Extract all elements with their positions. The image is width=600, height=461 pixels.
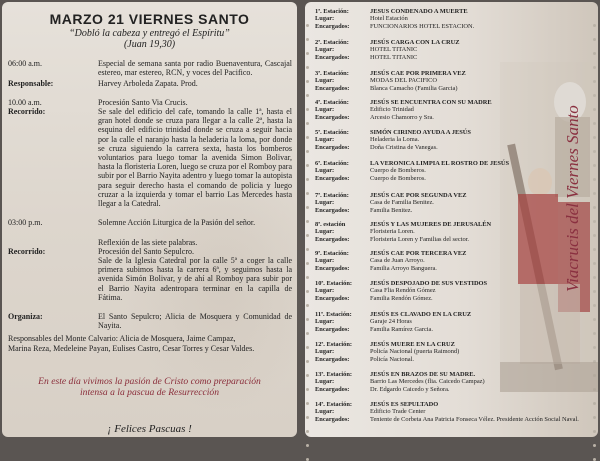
in-charge-label: Encargados: (315, 84, 350, 92)
in-charge-label: Encargados: (315, 355, 350, 363)
in-charge-label: Encargados: (315, 325, 350, 333)
procession-illustration (500, 62, 598, 392)
station-number: 6ª. Estación: (315, 160, 349, 167)
in-charge-label: Encargados: (315, 385, 350, 393)
station-row (315, 386, 505, 393)
organizer-label: Organiza: (8, 312, 43, 321)
place-value: Casa de Juan Arroyo. (370, 257, 425, 265)
in-charge-label: Encargados: (315, 143, 350, 151)
station-entry (315, 129, 505, 151)
station-row (315, 54, 505, 61)
station-row (315, 167, 505, 174)
station-row (315, 401, 505, 408)
station-title: JESÚS CARGA CON LA CRUZ (370, 39, 460, 46)
closing-line-2: intensa a la pascua de Resurrección (80, 387, 219, 398)
responsibles-line-1: Responsables del Monte Calvario: Alicia de Mosquera, Jaime Campaz, (8, 334, 236, 343)
station-row (315, 160, 510, 167)
in-charge-value: Teniente de Corbeta Ana Patricia Fonseca Vélez. Presidente Acción Social Naval. (370, 415, 579, 423)
in-charge-value: Familia Arroyo Banguera. (370, 264, 437, 272)
schedule-time-3: 03:00 p.m. (8, 218, 43, 227)
station-number: 4ª. Estación: (315, 99, 349, 106)
station-row (315, 99, 505, 106)
in-charge-label: Encargados: (315, 53, 350, 61)
schedule-time-1: 06:00 a.m. (8, 59, 42, 68)
in-charge-value: Doña Cristina de Vanegas. (370, 143, 438, 151)
station-entry (315, 192, 505, 214)
station-title: JESÚS Y LAS MUJERES DE JERUSALÉN (370, 221, 492, 228)
station-entry (315, 99, 505, 121)
station-row (315, 8, 505, 15)
in-charge-label: Encargados: (315, 235, 350, 243)
station-row (315, 348, 505, 355)
station-row (315, 85, 505, 92)
place-label: Lugar: (315, 348, 335, 356)
station-title: LA VERONICA LIMPIA EL ROSTRO DE JESÚS (370, 160, 510, 167)
station-row (315, 257, 505, 264)
closing-message (12, 376, 287, 398)
schedule-time-2: 10.00 a.m. (8, 98, 42, 107)
station-row (315, 378, 505, 385)
binding-holes-left (306, 24, 310, 427)
place-label: Lugar: (315, 15, 335, 23)
station-row (315, 221, 505, 228)
station-number: 3ª. Estación: (315, 70, 349, 77)
station-title: JESÚS DESPOJADO DE SUS VESTIDOS (370, 280, 488, 287)
in-charge-label: Encargados: (315, 113, 350, 121)
station-number: 10ª. Estación: (315, 280, 353, 287)
easter-greeting: ¡ Felices Pascuas ! (107, 423, 192, 435)
in-charge-label: Encargados: (315, 22, 350, 30)
station-row (315, 70, 505, 77)
station-row (315, 250, 505, 257)
station-entry (315, 401, 579, 423)
page-title: MARZO 21 VIERNES SANTO (49, 11, 250, 27)
place-label: Lugar: (315, 257, 335, 265)
station-entry (315, 250, 505, 272)
route-text-2: Sale de la Iglesia Catedral por la calle 5ª a coger la calle primera subimos hasta la carrera 6ª, y seguimos hasta la avenida Simón Bolivar, y de ahí al Romboy para subir por el Barrio Nayita adentropara terminar en la capilla de Fátima. (98, 256, 292, 302)
station-row (315, 408, 505, 415)
in-charge-label: Encargados: (315, 174, 350, 182)
station-row (315, 136, 505, 143)
place-label: Lugar: (315, 77, 335, 85)
station-number: 1ª. Estación: (315, 8, 349, 15)
station-row (315, 175, 505, 182)
station-title: JESÚS MUERE EN LA CRUZ (370, 341, 455, 348)
station-title: JESÚS ES SEPULTADO (370, 401, 439, 408)
station-number: 12ª. Estación: (315, 341, 353, 348)
station-title: JESÚS CAE POR SEGUNDA VEZ (370, 192, 467, 199)
station-entry (315, 70, 505, 92)
station-row (315, 199, 505, 206)
station-row (315, 236, 505, 243)
station-number: 7ª. Estación: (315, 192, 349, 199)
place-value: Casa de Familia Benitez. (370, 199, 434, 207)
station-row (315, 356, 505, 363)
closing-line-1: En este día vivimos la pasión de Cristo como preparación (38, 376, 261, 387)
station-entry (315, 371, 505, 393)
station-number: 2ª. Estación: (315, 39, 349, 46)
place-value: Garaje 24 Horas (370, 318, 412, 326)
organizer-value: El Santo Sepulcro; Alicia de Mosquera y Comunidad de Nayita. (98, 312, 292, 331)
in-charge-label: Encargados: (315, 294, 350, 302)
responsibles-line-2: Marina Reza, Medeleine Payan, Eulises Castro, Cesar Torres y Cesar Valdes. (8, 344, 255, 353)
station-row (315, 39, 505, 46)
station-number: 5ª. Estación: (315, 129, 349, 136)
station-row (315, 46, 505, 53)
verse-reference: (Juan 19,30) (123, 39, 176, 50)
station-row (315, 77, 505, 84)
place-value: Heladeria la Loma. (370, 136, 420, 144)
place-value: Cuerpo de Bomberos. (370, 167, 426, 175)
station-row (315, 371, 505, 378)
place-label: Lugar: (315, 136, 335, 144)
station-row (315, 192, 505, 199)
place-label: Lugar: (315, 408, 335, 416)
station-row (315, 228, 505, 235)
place-value: Policía Nacional (puerta Raimond) (370, 348, 460, 356)
station-entry (315, 311, 505, 333)
station-row (315, 114, 505, 121)
station-number: 8ª. estación (315, 221, 346, 228)
in-charge-label: Encargados: (315, 415, 350, 423)
schedule-text-2: Procesión Santo Via Crucis. (98, 98, 188, 107)
station-title: JESÚS CAE POR TERCERA VEZ (370, 250, 467, 257)
station-number: 14ª. Estación: (315, 401, 353, 408)
responsible-label: Responsable: (8, 79, 54, 88)
place-value: Edificio Trade Center (370, 408, 426, 416)
route-label-2: Recorrido: (8, 247, 46, 256)
right-panel (305, 2, 598, 437)
place-label: Lugar: (315, 228, 335, 236)
schedule-text-1: Especial de semana santa por radio Buenaventura, Cascajal estereo, mar estereo, RCN, y voces del Pacifico. (98, 59, 292, 78)
place-label: Lugar: (315, 199, 335, 207)
station-row (315, 415, 579, 423)
in-charge-value: Arcesio Chamorro y Sra. (370, 113, 434, 121)
schedule-sub-2: Procesión del Santo Sepulcro. (98, 247, 194, 256)
in-charge-value: Familia Benitez. (370, 206, 413, 214)
route-label: Recorrido: (8, 107, 46, 116)
station-title: JESÚS SE ENCUENTRA CON SU MADRE (370, 99, 492, 106)
in-charge-value: Familia Rendón Gómez. (370, 294, 433, 302)
place-label: Lugar: (315, 318, 335, 326)
in-charge-value: Policía Nacional. (370, 355, 415, 363)
station-entry (315, 8, 505, 30)
in-charge-value: FUNCIONARIOS HOTEL ESTACION. (370, 22, 475, 30)
in-charge-label: Encargados: (315, 206, 350, 214)
station-row (315, 326, 505, 333)
place-value: HOTEL TITANIC (370, 46, 418, 54)
station-title: JESÚS CAE POR PRIMERA VEZ (370, 70, 466, 77)
left-panel (2, 2, 297, 437)
in-charge-label: Encargados: (315, 264, 350, 272)
station-row (315, 341, 505, 348)
station-row (315, 129, 505, 136)
station-title: JESÚS EN BRAZOS DE SU MADRE. (370, 371, 476, 378)
station-row (315, 287, 505, 294)
in-charge-value: Dr. Edgardo Caicedo y Señora. (370, 385, 450, 393)
in-charge-value: Cuerpo de Bomberos. (370, 174, 426, 182)
station-number: 9ª. Estación: (315, 250, 349, 257)
station-title: SIMÓN CIRINEO AYUDA A JESÚS (370, 129, 471, 136)
side-title: Viacrucis del Viernes Santo (563, 105, 582, 292)
station-entry (315, 341, 505, 363)
place-label: Lugar: (315, 378, 335, 386)
place-value: Barrio Las Mercedes (flia. Caicedo Campaz) (370, 378, 485, 386)
station-row (315, 318, 505, 325)
place-label: Lugar: (315, 287, 335, 295)
station-row (315, 144, 505, 151)
station-row (315, 207, 505, 214)
station-entry (315, 280, 505, 302)
scripture-verse (42, 28, 257, 50)
station-entry (315, 39, 505, 61)
in-charge-value: Floristeria Loren y Familias del sector. (370, 235, 470, 243)
place-value: Casa Flia Rendón Gómez (370, 287, 436, 295)
station-number: 13ª. Estación: (315, 371, 353, 378)
station-title: JESUS CONDENADO A MUERTE (370, 8, 468, 15)
route-text-1: Se sale del edificio del cafe, tomando la calle 1ª, hasta el gran hotel donde se cruza para llegar a la calle 2ª, hasta la esquina del edificio trinidad donde se cruza a seguir hacia por la calle el naranjo hasta la heladeria la loma, por donde se cruza siguiendo la carrera sexta, hasta los bomberos voluntarios para luego tomar la avenida Simon Bolivar, hasta la floristeria Loren, luego se cruza por el Romboy para subir por el Barrio Nayita adentro y luego tomar la autopista para seguir derecho hasta el comando de policia y luego cruzar a la izquierda y tomar el barrio Las Mercedes hasta llegar a la Catedral. (98, 107, 292, 209)
verse-quote: “Dobló la cabeza y entregó el Espíritu” (69, 28, 230, 39)
place-value: Floristeria Loren. (370, 228, 415, 236)
station-row (315, 311, 505, 318)
place-value: Hotel Estación (370, 15, 408, 23)
station-row (315, 280, 505, 287)
station-row (315, 23, 505, 30)
responsible-value: Harvey Arboleda Zapata. Prod. (98, 79, 198, 88)
place-label: Lugar: (315, 46, 335, 54)
schedule-text-3: Solemne Acción Liturgica de la Pasión del señor. (98, 218, 256, 227)
schedule-sub-1: Reflexión de las siete palabras. (98, 238, 198, 247)
in-charge-value: Blanca Camacho (Familia Garcia) (370, 84, 458, 92)
station-title: JESÚS ES CLAVADO EN LA CRUZ (370, 311, 472, 318)
station-row (315, 15, 505, 22)
place-label: Lugar: (315, 106, 335, 114)
station-entry (315, 221, 505, 243)
station-row (315, 265, 505, 272)
station-number: 11ª. Estación: (315, 311, 352, 318)
station-entry (315, 160, 510, 182)
in-charge-value: Familia Ramírez Garcia. (370, 325, 433, 333)
in-charge-value: HOTEL TITANIC (370, 53, 418, 61)
place-label: Lugar: (315, 167, 335, 175)
station-row (315, 106, 505, 113)
station-row (315, 295, 505, 302)
place-value: MODAS DEL PACIFICO (370, 77, 437, 85)
place-value: Edificio Trinidad (370, 106, 414, 114)
